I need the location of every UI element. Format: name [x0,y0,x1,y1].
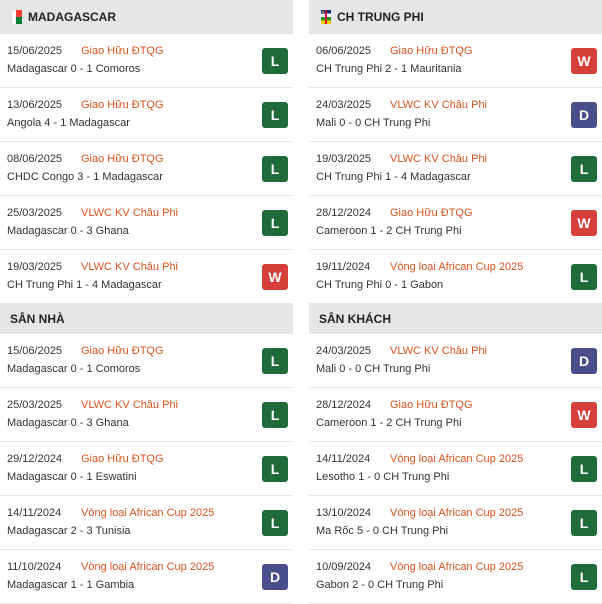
match-row[interactable] [309,442,602,496]
result-badge: L [262,48,288,74]
match-competition[interactable]: Vòng loại African Cup 2025 [390,453,524,465]
result-badge: L [571,510,597,536]
central-african-republic-flag-icon [321,10,331,24]
match-date: 19/03/2025 [7,261,63,273]
match-score: Madagascar 1 - 1 Gambia [7,579,135,591]
match-row[interactable] [0,88,293,142]
match-competition[interactable]: Giao Hữu ĐTQG [390,399,473,411]
result-badge: W [262,264,288,290]
match-competition[interactable]: Vòng loại African Cup 2025 [390,561,524,573]
match-score: CH Trung Phi 1 - 4 Madagascar [7,279,162,291]
result-badge: L [262,102,288,128]
match-score: Angola 4 - 1 Madagascar [7,117,130,129]
match-competition[interactable]: VLWC KV Châu Phi [81,207,179,219]
match-competition[interactable]: VLWC KV Châu Phi [390,99,488,111]
team-header [309,0,602,34]
match-score: Madagascar 2 - 3 Tunisia [7,525,131,537]
match-date: 24/03/2025 [316,345,372,357]
home-matches-list [0,334,293,604]
match-score: Madagascar 0 - 3 Ghana [7,225,129,237]
match-row[interactable] [0,442,293,496]
team-header [0,0,293,34]
match-date: 29/12/2024 [7,453,63,465]
match-row[interactable] [0,496,293,550]
match-competition[interactable]: Giao Hữu ĐTQG [81,99,164,111]
result-badge: D [262,564,288,590]
match-competition[interactable]: Vòng loại African Cup 2025 [81,561,215,573]
match-row[interactable] [309,88,602,142]
match-competition[interactable]: Giao Hữu ĐTQG [81,153,164,165]
result-badge: L [571,564,597,590]
match-date: 13/06/2025 [7,99,63,111]
match-row[interactable] [309,142,602,196]
match-row[interactable] [309,388,602,442]
match-score: Cameroon 1 - 2 CH Trung Phi [316,417,462,429]
section-title: SÂN KHÁCH [319,312,391,326]
match-score: Lesotho 1 - 0 CH Trung Phi [316,471,450,483]
match-row[interactable] [0,142,293,196]
result-badge: L [262,510,288,536]
match-row[interactable] [0,34,293,88]
match-competition[interactable]: VLWC KV Châu Phi [81,261,179,273]
result-badge: L [262,402,288,428]
match-date: 28/12/2024 [316,207,372,219]
match-score: CH Trung Phi 2 - 1 Mauritania [316,63,462,75]
match-competition[interactable]: Giao Hữu ĐTQG [81,45,164,57]
match-row[interactable] [309,250,602,304]
match-score: CH Trung Phi 1 - 4 Madagascar [316,171,471,183]
match-score: Cameroon 1 - 2 CH Trung Phi [316,225,462,237]
result-badge: L [262,456,288,482]
match-date: 24/03/2025 [316,99,372,111]
recent-matches-list [309,34,602,304]
team-name: MADAGASCAR [28,10,116,24]
result-badge: L [262,348,288,374]
match-date: 25/03/2025 [7,207,63,219]
match-date: 25/03/2025 [7,399,63,411]
result-badge: W [571,48,597,74]
match-row[interactable] [309,334,602,388]
madagascar-flag-icon [12,10,22,24]
match-score: Madagascar 0 - 3 Ghana [7,417,129,429]
match-competition[interactable]: Giao Hữu ĐTQG [81,453,164,465]
result-badge: W [571,402,597,428]
team-column-ch-trung-phi [309,0,602,604]
team-name: CH TRUNG PHI [337,10,424,24]
result-badge: L [262,156,288,182]
result-badge: D [571,102,597,128]
match-score: Madagascar 0 - 1 Comoros [7,63,141,75]
match-score: Madagascar 0 - 1 Eswatini [7,471,137,483]
recent-matches-list [0,34,293,304]
result-badge: L [571,156,597,182]
section-header-home [0,304,293,334]
match-date: 13/10/2024 [316,507,372,519]
match-date: 19/03/2025 [316,153,372,165]
match-competition[interactable]: VLWC KV Châu Phi [390,153,488,165]
match-row[interactable] [309,34,602,88]
match-date: 11/10/2024 [7,561,62,573]
match-score: CH Trung Phi 0 - 1 Gabon [316,279,444,291]
match-date: 28/12/2024 [316,399,372,411]
match-score: CHDC Congo 3 - 1 Madagascar [7,171,163,183]
match-score: Ma Rốc 5 - 0 CH Trung Phi [316,525,449,537]
result-badge: W [571,210,597,236]
match-date: 15/06/2025 [7,345,63,357]
result-badge: L [571,264,597,290]
match-row[interactable] [0,250,293,304]
match-date: 15/06/2025 [7,45,63,57]
match-competition[interactable]: Giao Hữu ĐTQG [81,345,164,357]
match-date: 14/11/2024 [316,453,371,465]
match-row[interactable] [0,196,293,250]
match-date: 10/09/2024 [316,561,372,573]
match-date: 06/06/2025 [316,45,372,57]
match-competition[interactable]: Vòng loại African Cup 2025 [81,507,215,519]
match-competition[interactable]: Vòng loại African Cup 2025 [390,261,524,273]
match-row[interactable] [0,334,293,388]
match-score: Mali 0 - 0 CH Trung Phi [316,117,431,129]
away-matches-list [309,334,602,604]
match-competition[interactable]: VLWC KV Châu Phi [390,345,488,357]
match-score: Mali 0 - 0 CH Trung Phi [316,363,431,375]
match-score: Gabon 2 - 0 CH Trung Phi [316,579,444,591]
result-badge: D [571,348,597,374]
match-row[interactable] [0,550,293,604]
section-title: SÂN NHÀ [10,312,65,326]
match-date: 19/11/2024 [316,261,371,273]
team-column-madagascar [0,0,293,604]
match-competition[interactable]: VLWC KV Châu Phi [81,399,179,411]
result-badge: L [262,210,288,236]
match-competition[interactable]: Vòng loại African Cup 2025 [390,507,524,519]
section-header-away [309,304,602,334]
match-competition[interactable]: Giao Hữu ĐTQG [390,45,473,57]
match-row[interactable] [0,388,293,442]
match-competition[interactable]: Giao Hữu ĐTQG [390,207,473,219]
match-row[interactable] [309,496,602,550]
match-row[interactable] [309,196,602,250]
match-row[interactable] [309,550,602,604]
match-date: 08/06/2025 [7,153,63,165]
match-score: Madagascar 0 - 1 Comoros [7,363,141,375]
result-badge: L [571,456,597,482]
match-date: 14/11/2024 [7,507,62,519]
